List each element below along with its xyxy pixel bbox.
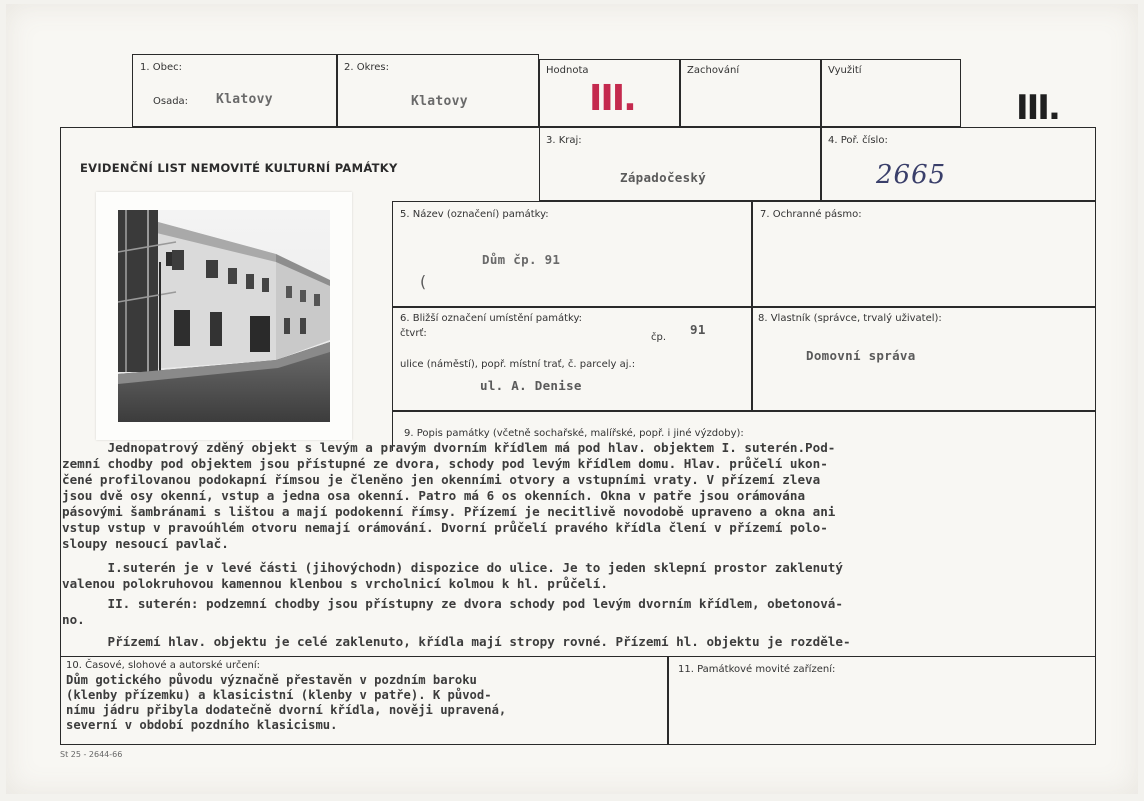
popis-line: čené profilovanou podokapní římsou je členěno jen okenními otvory a vstupními vraty. V přízemí zleva bbox=[62, 472, 821, 487]
margin-class-mark: III. bbox=[1016, 88, 1059, 128]
popis-line: Přízemí hlav. objektu je celé zaklenuto, křídla mají stropy rovné. Přízemí hl. objektu je rozděle- bbox=[62, 634, 851, 649]
form-title: EVIDENČNÍ LIST NEMOVITÉ KULTURNÍ PAMÁTKY bbox=[80, 161, 398, 175]
nazev-label: 5. Název (označení) památky: bbox=[400, 209, 549, 220]
zarizeni-label: 11. Památkové movité zařízení: bbox=[678, 664, 836, 675]
popis-line: I.suterén je v levé části (jihovýchodn) dispozice do ulice. Je to jeden sklepní prostor zaklenutý bbox=[62, 560, 843, 575]
cp-label: čp. bbox=[651, 332, 667, 343]
umisteni-label: 6. Bližší označení umístění památky: bbox=[400, 313, 583, 324]
kraj-label: 3. Kraj: bbox=[546, 135, 582, 146]
popis-line: pásovými šambránami s lištou a mají podokenní římsy. Přízemí je necitlivě novodobě upraveno a okna ani bbox=[62, 504, 836, 519]
vyuziti-label: Využití bbox=[828, 65, 862, 76]
popis-line: vstup vstup v pravoúhlém otvoru nemají orámování. Dvorní průčelí pravého křídla člení v přízemí polo- bbox=[62, 520, 828, 535]
vlastnik-label: 8. Vlastník (správce, trvalý uživatel): bbox=[758, 313, 942, 324]
ochranne-pasmo-label: 7. Ochranné pásmo: bbox=[760, 209, 862, 220]
por-cislo-value: 2665 bbox=[876, 160, 947, 190]
record-sheet bbox=[6, 4, 1138, 794]
popis-line: no. bbox=[62, 612, 85, 627]
okres-label: 2. Okres: bbox=[344, 62, 390, 73]
okres-value: Klatovy bbox=[411, 94, 468, 109]
building-photo-image bbox=[96, 192, 352, 440]
hodnota-value: III. bbox=[589, 78, 635, 119]
popis-line: valenou polokruhovou kamennou klenbou s vrcholnicí kolmou k hl. průčelí. bbox=[62, 576, 608, 591]
popis-line: jsou dvě osy okenní, vstup a jedna osa okenní. Patro má 6 os okenních. Okna v patře jsou orámována bbox=[62, 488, 806, 503]
zachovani-label: Zachování bbox=[687, 65, 740, 76]
urceni-text bbox=[66, 672, 706, 744]
monument-photo bbox=[96, 192, 352, 440]
nazev-value: Dům čp. 91 bbox=[482, 252, 561, 267]
ctvrt-label: čtvrť: bbox=[400, 328, 427, 339]
ulice-label: ulice (náměstí), popř. místní trať, č. parcely aj.: bbox=[400, 359, 636, 370]
print-code: St 25 - 2644-66 bbox=[60, 750, 123, 759]
popis-text bbox=[62, 440, 1092, 654]
vlastnik-value: Domovní správa bbox=[806, 348, 916, 363]
popis-line: zemní chodby pod objektem jsou přístupné ze dvora, schody pod levým křídlem domu. Hlav. průčelí ukon- bbox=[62, 456, 828, 471]
urceni-label: 10. Časové, slohové a autorské určení: bbox=[66, 660, 261, 671]
popis-label: 9. Popis památky (včetně sochařské, malířské, popř. i jiné výzdoby): bbox=[404, 428, 744, 439]
cp-value: 91 bbox=[690, 322, 706, 337]
hodnota-label: Hodnota bbox=[546, 65, 589, 76]
popis-line: II. suterén: podzemní chodby jsou přístupny ze dvora schody pod levým dvorním křídlem, obetonová- bbox=[62, 596, 843, 611]
por-cislo-label: 4. Poř. číslo: bbox=[828, 135, 888, 146]
osada-value: Klatovy bbox=[216, 92, 273, 107]
popis-line: sloupy nesoucí pavlač. bbox=[62, 536, 229, 551]
kraj-value: Západočeský bbox=[620, 170, 707, 185]
popis-line: Jednopatrový zděný objekt s levým a pravým dvorním křídlem má pod hlav. objektem I. suterén.Pod- bbox=[62, 440, 836, 455]
urceni-line: Dům gotického původu význačně přestavěn v pozdním baroku bbox=[66, 673, 477, 687]
urceni-line: nímu jádru přibyla dodatečně dvorní křídla, nověji upravená, bbox=[66, 703, 507, 717]
urceni-line: severní v období pozdního klasicismu. bbox=[66, 718, 338, 732]
nazev-mark: ( bbox=[418, 272, 428, 291]
urceni-line: (klenby přízemku) a klasicistní (klenby v patře). K původ- bbox=[66, 688, 492, 702]
obec-label: 1. Obec: bbox=[140, 62, 182, 73]
ulice-value: ul. A. Denise bbox=[480, 378, 582, 393]
osada-label: Osada: bbox=[153, 96, 189, 107]
